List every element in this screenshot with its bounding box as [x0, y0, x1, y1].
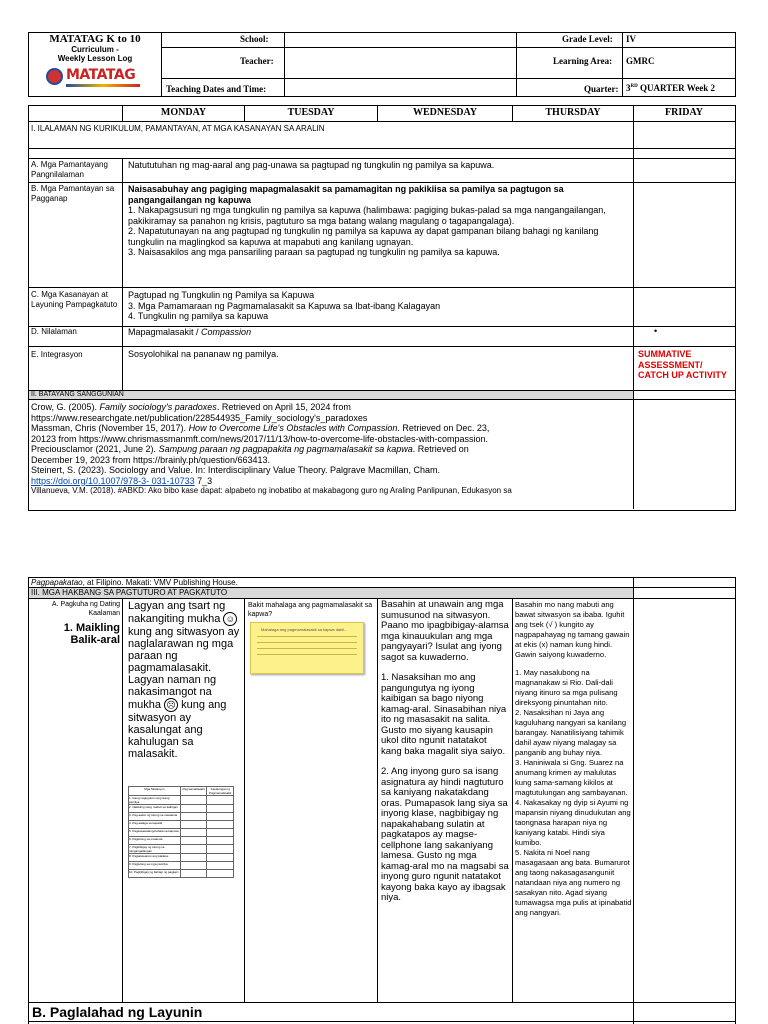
- school-label: School:: [240, 34, 269, 44]
- quarter-value: 3RD QUARTER Week 2: [626, 83, 716, 93]
- frown-face-icon: ☹: [164, 698, 178, 712]
- section2-title: II. BATAYANG SANGGUNIAN: [31, 391, 124, 398]
- paglalahad-title: B. Paglalahad ng Layunin: [32, 1004, 203, 1020]
- label-c-kasanayan: C. Mga Kasanayan at Layuning Pampagkatuto: [31, 290, 118, 309]
- grade-value: IV: [626, 34, 637, 44]
- label-balik-aral: Balik-aral: [70, 634, 120, 646]
- ref-continuation: Pagpapakatao, at Filipino. Makati: VMV Publishing House.: [31, 578, 238, 587]
- brand-sub2: Weekly Lesson Log: [57, 54, 133, 63]
- text-b: Naisasabuhay ang pagiging mapagmalasakit sa pamamagitan ng pakikiisa sa pamilya sa pagtugon sa pangangailangan ng kapuwa 1. Nakapagsusuri ng mga tungkulin ng pamilya sa kapuwa (halimbawa: pagiging bukas-palad sa mga nangangailangan, pakikiramay sa panahon ng krisis, pagtuturo sa mga batang walang magulang o tagapangalaga). 2. Napatutunayan na ang pagtupad ng tungkulin ng pamilya sa kapuwa ay dapat gampanan bilang bahagi ng kanilang tungkulin na maglingkod sa kapuwa at mapabuti ang kanilang ugnayan. 3. Naisasakilos ang mga pansariling paraan sa pagtupad ng tungkulin ng pamilya sa kapuwa.: [128, 184, 606, 257]
- day-monday: MONDAY: [160, 107, 207, 118]
- logo-text: MATATAG: [66, 67, 136, 83]
- smiley-face-icon: ☺: [223, 612, 237, 626]
- label-maikling: 1. Maikling: [63, 622, 120, 634]
- area-value: GMRC: [626, 56, 655, 66]
- brand-title: MATATAG K to 10: [49, 33, 141, 45]
- label-pagkuha: A. Pagkuha ng Dating Kaalaman: [51, 601, 120, 617]
- text-a: Natututuhan ng mag-aaral ang pag-unawa sa pagtupad ng tungkulin ng pamilya sa kapuwa.: [128, 160, 495, 170]
- day-wednesday: WEDNESDAY: [412, 107, 478, 118]
- label-a-pamantayang: A. Mga Pamantayang Pangnilalaman: [31, 160, 108, 179]
- monday-activity: Lagyan ang tsart ng nakangiting mukha ☺ kung ang sitwasyon ay naglalarawan ng mga paraan ng pagmamalasakit. Lagyan naman ng nakasimangot na mukha ☹ kung ang sitwasyon ay kasalungat ang kahulugan sa malasakit.: [128, 600, 240, 760]
- doi-link[interactable]: https://doi.org/10.1007/978-3- 031-10733: [31, 475, 195, 486]
- sticky-note-text: Mahalaga ang pagmamalasakit sa kapwa dahil...: [261, 627, 348, 632]
- text-d: Mapagmalasakit / Compassion: [128, 327, 252, 337]
- teacher-label: Teacher:: [240, 56, 274, 66]
- friday-summative: SUMMATIVE ASSESSMENT/ CATCH UP ACTIVITY: [638, 349, 727, 380]
- dates-label: Teaching Dates and Time:: [166, 84, 267, 94]
- label-b-pagganap: B. Mga Pamantayan sa Pagganap: [31, 184, 115, 203]
- day-tuesday: TUESDAY: [287, 107, 335, 118]
- text-c: Pagtupad ng Tungkulin ng Pamilya sa Kapuwa 3. Mga Pamamaraan ng Pagmamalasakit sa Kapuwa sa Ibat-ibang Kalagayan 4. Tungkulin ng pamilya sa kapuwa: [128, 290, 441, 321]
- friday-bullet: •: [654, 326, 658, 336]
- section3-title: III. MGA HAKBANG SA PAGTUTURO AT PAGKATUTO: [31, 588, 228, 597]
- area-label: Learning Area:: [553, 56, 613, 66]
- thursday-activity: Basahin mo nang mabuti ang bawat sitwasyon sa ibaba. Iguhit ang tsek (√ ) kungito ay nagpapahayag ng tamang gawain at ekis (x) naman kung hindi. Gawin saiyong kuwaderno. 1. May nasalubong na magnanakaw si Rio. Dali-dali niyang itinuro sa mga pulisang direksyong pinuntahan nito. 2. Nasaksihan ni Jaya ang kaguluhang nangyari sa kanilang barangay. Nanatilisiyang tahimik dahil ayaw niyang malagay sa panganib ang buhay niya. 3. Haniniwala si Gng. Suarez na anumang krimen ay malulutas kung sama-samang kikilos at magtutulungan ang sambayanan. 4. Nakasakay ng dyip si Ayumi ng mapansin niyang dinudukutan ang taongnasa harapan niya ng kaniyang katabi. Hindi siya kumibo. 5. Nakita ni Noel nang masagasaan ang bata. Bumarurot ang taong nakasagasanguniit natandaan niya ang numero ng sasakyan nito. Agad siyang tumawagsa mga pulis at ipinabatid ang nangyari.: [515, 600, 632, 917]
- deped-seal-icon: [46, 68, 63, 85]
- references: Crow, G. (2005). Family sociology's paradoxes. Retrieved on April 15, 2024 from https://www.researchgate.net/publication/228544935_Family_sociology's_paradoxes Massman, Chris (November 15, 2017). How to Overcome Life's Obstacles with Compassion. Retrieved on Dec. 23, 20123 from https://www.chrismassmanmft.com/news/2017/11/13/how-to-overcome-life-obstacles-with-compassion. Preciousclamor (2021, June 2). Sampung paraan ng pagpapakita ng pagmamalasakit sa kapwa. Retrieved on December 19, 2023 from https://brainly.ph/question/663413. Steinert, S. (2023). Sociology and Value. In: Interdisciplinary Value Theory. Palgrave Macmillan, Cham. https://doi.org/10.1007/978-3- 031-10733 7_3 Villanueva, V.M. (2018). #ABKD: Ako bibo kase dapat: alpabeto ng inobatibo at makabagong guro ng Araling Panlipunan, Edukasyon sa: [31, 402, 512, 495]
- tuesday-question: Bakit mahalaga ang pagmamalasakit sa kapwa?: [248, 602, 373, 618]
- label-e-integrasyon: E. Integrasyon: [31, 350, 83, 359]
- text-e: Sosyolohikal na pananaw ng pamilya.: [128, 349, 279, 359]
- sticky-note: [250, 622, 364, 674]
- section1-title: I. ILALAMAN NG KURIKULUM, PAMANTAYAN, AT MGA KASANAYAN SA ARALIN: [31, 124, 325, 133]
- brand-sub1: Curriculum -: [71, 45, 119, 54]
- dates-input[interactable]: [285, 79, 515, 94]
- situations-chart: Mga Sitwasyon Pagmamalasakit Kasalungat ng Pagmamalasakit 1. Isang nagugutom ang isang pamilya 2. Nakikinig nang mabuti sa kaibigan 3. Pag-aabot ng tulong sa nasalanta 4. Pag-aalaga sa kapatid 5. Pagsasawalang-bahala sa kapuwa 6. Pagtulong sa matanda 7. Pagbibigay ng tulong sa nangangailangan 8. Pagtatawanan ang kaklase 9. Pagtulong sa mga pamilya 10. Pagbibigay ng bahagi ng pagkain: [128, 786, 234, 878]
- teacher-input[interactable]: [285, 48, 515, 77]
- logo-underline: [66, 84, 140, 87]
- quarter-label: Quarter:: [584, 84, 619, 94]
- school-input[interactable]: [285, 33, 515, 46]
- grade-label: Grade Level:: [562, 34, 613, 44]
- label-d-nilalaman: D. Nilalaman: [31, 327, 77, 336]
- day-thursday: THURSDAY: [545, 107, 601, 118]
- day-friday: FRIDAY: [665, 107, 703, 118]
- wednesday-activity: Basahin at unawain ang mga sumusunod na sitwasyon. Paano mo ipagbibigay-alamsa mga kinauukulan ang mga pangyayari? Isulat ang iyong sagot sa kuwaderno. 1. Nasaksihan mo ang pangungutya ng iyong kaibigan sa bago niyong kamag-aral. Sinasabihan niya ito ng masasakit na salita. Gusto mo siyang kausapin ukol dito ngunit natatakot kang baka magalit siya saiyo. 2. Ang inyong guro sa isang asignatura ay hindi nagtuturo sa kaniyang nakatakdang oras. Pumapasok lang siya sa inyong klase, nagbibigay ng napakahabang sulatin at pagkatapos ay magse-cellphone lang sakaniyang lamesa. Gusto ng mga kamag-aral mo na magsabi sa inyong guro ngunit natatakot kayong baka kayo ay ibagsak niya.: [381, 599, 509, 903]
